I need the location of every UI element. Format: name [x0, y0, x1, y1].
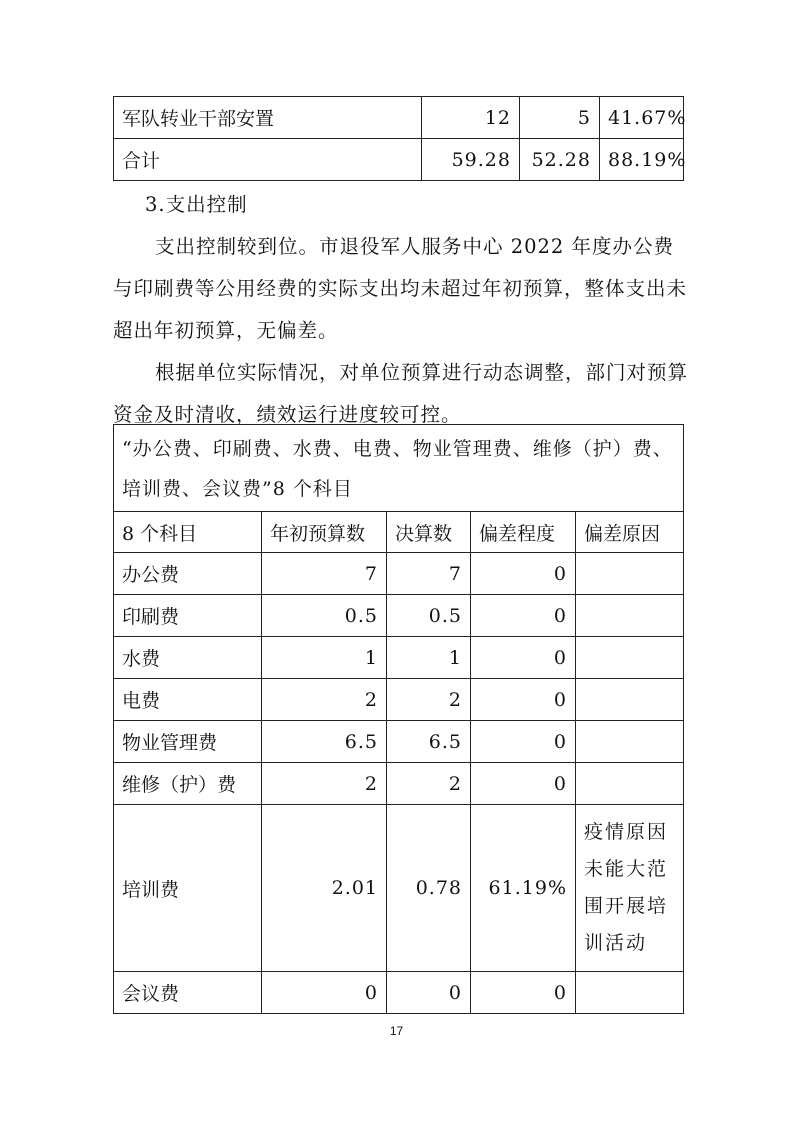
final-cell: 6.5 [387, 721, 471, 763]
deviation-cell: 0 [471, 637, 576, 679]
item-cell: 军队转业干部安置 [114, 97, 422, 139]
final-cell: 0 [387, 972, 471, 1014]
table-title: “办公费、印刷费、水费、电费、物业管理费、维修（护）费、培训费、会议费”8 个科目 [114, 425, 684, 512]
item-cell: 电费 [114, 679, 262, 721]
item-cell: 办公费 [114, 553, 262, 595]
item-cell: 水费 [114, 637, 262, 679]
rate-cell: 88.19% [600, 139, 684, 181]
reason-cell [576, 679, 684, 721]
item-cell: 会议费 [114, 972, 262, 1014]
item-cell: 印刷费 [114, 595, 262, 637]
column-header: 偏差原因 [576, 512, 684, 553]
deviation-cell: 0 [471, 763, 576, 805]
budget-cell: 1 [262, 637, 387, 679]
deviation-cell: 0 [471, 972, 576, 1014]
final-cell: 2 [387, 763, 471, 805]
deviation-cell: 0 [471, 721, 576, 763]
budget-cell: 12 [422, 97, 520, 139]
budget-cell: 6.5 [262, 721, 387, 763]
deviation-cell: 0 [471, 553, 576, 595]
budget-cell: 7 [262, 553, 387, 595]
table-row [114, 972, 684, 1014]
reason-cell [576, 721, 684, 763]
header-row [114, 512, 684, 553]
deviation-cell: 61.19% [471, 805, 576, 972]
deviation-cell: 0 [471, 595, 576, 637]
section-heading: 3.支出控制 [145, 193, 248, 216]
table-row [114, 679, 684, 721]
final-cell: 0.5 [387, 595, 471, 637]
budget-cell: 2 [262, 679, 387, 721]
final-cell: 7 [387, 553, 471, 595]
paragraph: 根据单位实际情况，对单位预算进行动态调整，部门对预算资金及时清收，绩效运行进度较可控。 [113, 361, 689, 426]
item-cell: 物业管理费 [114, 721, 262, 763]
column-header: 偏差程度 [471, 512, 576, 553]
reason-cell [576, 763, 684, 805]
item-cell: 维修（护）费 [114, 763, 262, 805]
column-header: 年初预算数 [262, 512, 387, 553]
table-row [114, 763, 684, 805]
reason-cell [576, 972, 684, 1014]
table-row [114, 595, 684, 637]
paragraph: 支出控制较到位。市退役军人服务中心 2022 年度办公费与印刷费等公用经费的实际支出均未超过年初预算，整体支出未超出年初预算，无偏差。 [113, 235, 688, 342]
top-table [113, 96, 687, 181]
table-row [114, 805, 684, 972]
budget-cell: 2.01 [262, 805, 387, 972]
item-cell: 合计 [114, 139, 422, 181]
budget-cell: 0 [262, 972, 387, 1014]
actual-cell: 5 [520, 97, 600, 139]
item-cell: 培训费 [114, 805, 262, 972]
deviation-cell: 0 [471, 679, 576, 721]
reason-cell: 疫情原因未能大范围开展培训活动 [576, 805, 684, 972]
rate-cell: 41.67% [600, 97, 684, 139]
table-row [114, 553, 684, 595]
column-header: 8 个科目 [114, 512, 262, 553]
reason-cell [576, 595, 684, 637]
budget-cell: 59.28 [422, 139, 520, 181]
final-cell: 0.78 [387, 805, 471, 972]
table-row [114, 721, 684, 763]
budget-cell: 0.5 [262, 595, 387, 637]
budget-cell: 2 [262, 763, 387, 805]
table-row [114, 97, 684, 139]
reason-cell [576, 553, 684, 595]
table-row [114, 637, 684, 679]
column-header: 决算数 [387, 512, 471, 553]
final-cell: 2 [387, 679, 471, 721]
reason-cell [576, 637, 684, 679]
final-cell: 1 [387, 637, 471, 679]
page-number: 17 [389, 1024, 404, 1038]
table-row [114, 139, 684, 181]
expense-table [113, 424, 684, 1014]
actual-cell: 52.28 [520, 139, 600, 181]
